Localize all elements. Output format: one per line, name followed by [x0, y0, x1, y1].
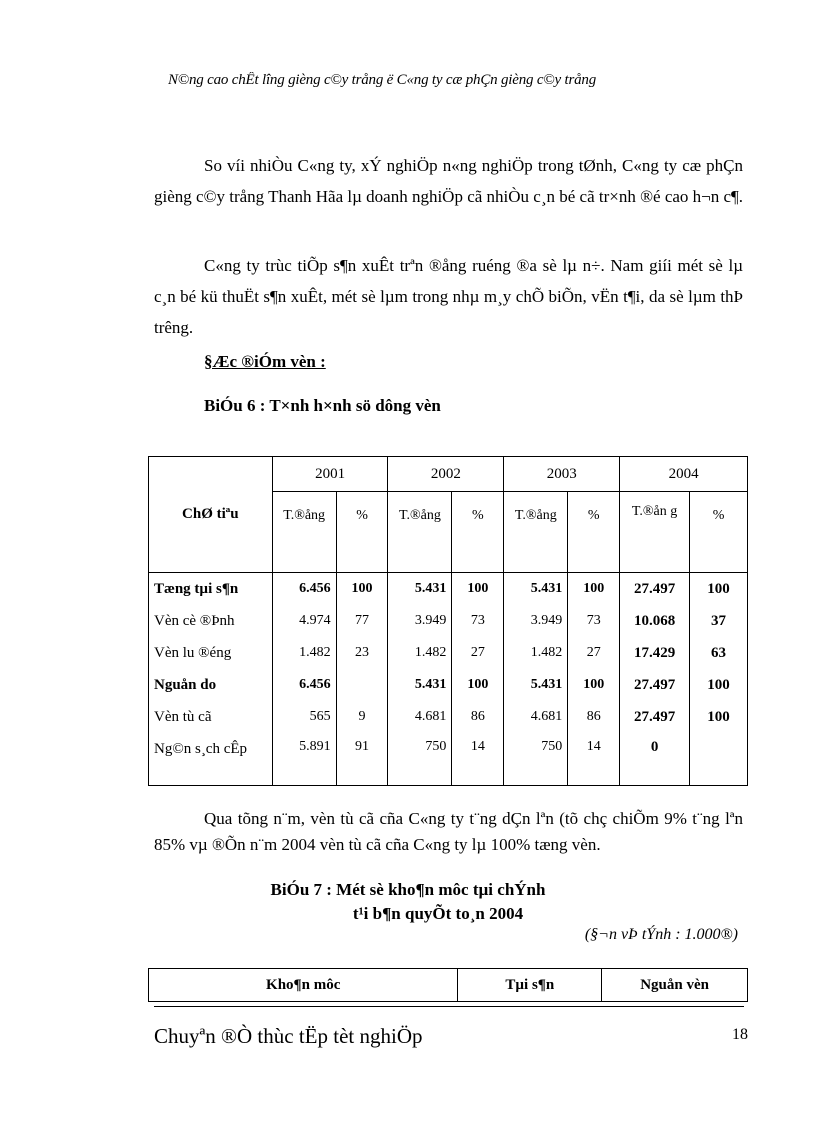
header-cell: Tµi s¶n [458, 969, 602, 1002]
cell: 750 [388, 733, 452, 786]
row-header-cell: ChØ tiªu [149, 457, 273, 573]
cell: 6.456 [272, 669, 336, 701]
cell: 3.949 [504, 605, 568, 637]
cell: 5.431 [388, 573, 452, 606]
cell: 1.482 [272, 637, 336, 669]
sub-header: T.®ång [388, 492, 452, 573]
row-label: Vèn tù cã [149, 701, 273, 733]
row-label: Tæng tµi s¶n [149, 573, 273, 606]
cell: 4.681 [388, 701, 452, 733]
paragraph-3: Qua tõng n¨m, vèn tù cã cña C«ng ty t¨ng dÇn lªn (tõ chç chiÕm 9% t¨ng lªn 85% vµ ®Õn n¨m 2004 vèn tù cã cña C«ng ty lµ 100% tæng vèn. [154, 809, 743, 854]
cell: 100 [690, 573, 748, 606]
sub-header: % [568, 492, 620, 573]
sub-header: T.®ång [504, 492, 568, 573]
row-label: Ng©n s¸ch cÊp [149, 733, 273, 786]
table-row [149, 669, 748, 701]
table-header-row [149, 457, 748, 492]
cell: 17.429 [620, 637, 690, 669]
cell: 750 [504, 733, 568, 786]
section-heading: §Æc ®iÓm vèn : [204, 352, 326, 371]
cell: 100 [452, 669, 504, 701]
table-row [149, 637, 748, 669]
cell: 3.949 [388, 605, 452, 637]
footer-rule [154, 1006, 744, 1007]
cell: 5.431 [504, 573, 568, 606]
sub-header: % [336, 492, 388, 573]
sub-header: T.®ån g [620, 492, 690, 573]
cell: 4.974 [272, 605, 336, 637]
cell: 86 [452, 701, 504, 733]
cell: 23 [336, 637, 388, 669]
cell: 86 [568, 701, 620, 733]
cell: 37 [690, 605, 748, 637]
cell: 100 [690, 669, 748, 701]
cell: 14 [568, 733, 620, 786]
cell: 100 [690, 701, 748, 733]
row-label: Vèn lu ®éng [149, 637, 273, 669]
row-label: Nguån do [149, 669, 273, 701]
cell: 9 [336, 701, 388, 733]
cell: 27.497 [620, 573, 690, 606]
cell: 5.431 [504, 669, 568, 701]
cell: 100 [568, 669, 620, 701]
cell: 14 [452, 733, 504, 786]
cell: 27.497 [620, 701, 690, 733]
cell: 63 [690, 637, 748, 669]
paragraph-2: C«ng ty trùc tiÕp s¶n xuÊt trªn ®ång ruéng ®a sè lµ n÷. Nam giíi mét sè lµ c¸n bé kü thuËt s¶n xuÊt, mét sè lµm trong nhµ m¸y chÕ biÕn, vËn t¶i, da sè lµm thÞ trêng. [154, 256, 743, 337]
cell: 27.497 [620, 669, 690, 701]
header-cell: Kho¶n môc [149, 969, 458, 1002]
table2-unit-note: (§¬n vÞ tÝnh : 1.000®) [584, 926, 738, 943]
page-number: 18 [732, 1026, 748, 1043]
sub-header: % [452, 492, 504, 573]
capital-usage-table [148, 456, 748, 786]
year-header: 2001 [272, 457, 388, 492]
cell: 100 [336, 573, 388, 606]
paragraph-1: So víi nhiÒu C«ng ty, xÝ nghiÖp n«ng nghiÖp trong tØnh, C«ng ty cæ phÇn gièng c©y trång Thanh Hãa lµ doanh nghiÖp cã nhiÒu c¸n bé cã tr×nh ®é cao h¬n c¶. [154, 156, 744, 206]
table-header-row [149, 969, 748, 1002]
cell: 565 [272, 701, 336, 733]
cell: 1.482 [388, 637, 452, 669]
footer-title: Chuyªn ®Ò thùc tËp tèt nghiÖp [154, 1024, 423, 1048]
year-header: 2002 [388, 457, 504, 492]
cell: 0 [620, 733, 690, 786]
table1-title: BiÓu 6 : T×nh h×nh sö dông vèn [204, 396, 441, 415]
cell: 1.482 [504, 637, 568, 669]
cell: 100 [452, 573, 504, 606]
year-header: 2003 [504, 457, 620, 492]
header-cell: Nguån vèn [602, 969, 748, 1002]
running-header: N©ng cao chÊt lîng gièng c©y trång ë C«ng ty cæ phÇn gièng c©y trång [168, 72, 597, 88]
cell: 77 [336, 605, 388, 637]
year-header: 2004 [620, 457, 748, 492]
cell: 10.068 [620, 605, 690, 637]
sub-header: T.®ång [272, 492, 336, 573]
cell: 100 [568, 573, 620, 606]
row-label: Vèn cè ®Þnh [149, 605, 273, 637]
cell: 5.431 [388, 669, 452, 701]
cell: 5.891 [272, 733, 336, 786]
cell: 91 [336, 733, 388, 786]
table2-caption-line2: t¹i b¶n quyÕt to¸n 2004 [352, 904, 524, 923]
cell: 73 [452, 605, 504, 637]
table-row [149, 573, 748, 606]
cell: 73 [568, 605, 620, 637]
cell [336, 669, 388, 701]
cell: 4.681 [504, 701, 568, 733]
table-row [149, 701, 748, 733]
table-row [149, 605, 748, 637]
table2-caption-line1: BiÓu 7 : Mét sè kho¶n môc tµi chÝnh [270, 880, 546, 899]
cell: 6.456 [272, 573, 336, 606]
sub-header: % [690, 492, 748, 573]
cell: 27 [452, 637, 504, 669]
table-row [149, 733, 748, 786]
financial-items-table [148, 968, 748, 1002]
cell [690, 733, 748, 786]
cell: 27 [568, 637, 620, 669]
